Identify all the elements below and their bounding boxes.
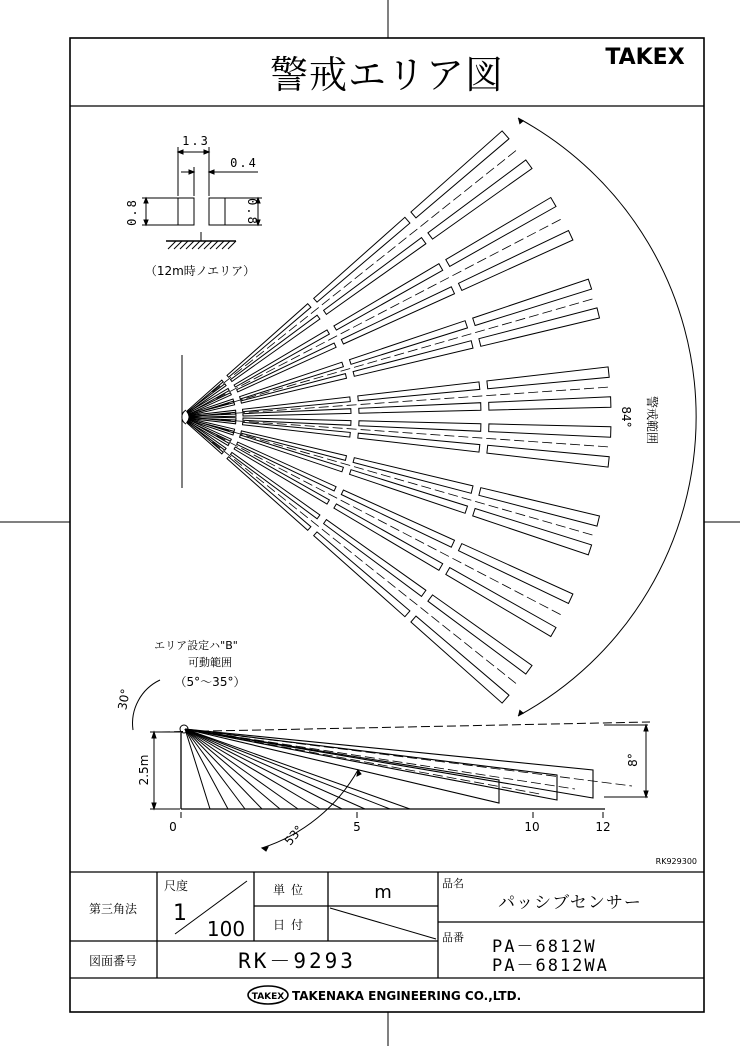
detection-zone-4-3 [473, 279, 592, 325]
side-ray-8 [185, 729, 365, 809]
detection-zone-9-2 [358, 433, 480, 452]
sensor-mount [182, 355, 186, 488]
detection-zone-8-3 [489, 424, 611, 437]
side-ray-10 [185, 729, 410, 809]
center-line-7 [212, 442, 517, 685]
detection-zone-0-3 [411, 131, 509, 218]
page-title: 警戒エリア図 [269, 53, 505, 97]
detection-zone-5-3 [479, 308, 600, 346]
product-name-label: 品名 [442, 877, 464, 890]
axis-tick-12: 12 [595, 820, 611, 834]
detection-zone-15-1 [227, 457, 311, 531]
center-line-0 [212, 149, 517, 392]
detection-zone-7-2 [359, 403, 481, 414]
product-number-label: 品番 [442, 931, 464, 944]
detection-zone-15-3 [411, 616, 509, 703]
detection-zone-7-3 [489, 397, 611, 410]
dim-gap-label: 0.4 [230, 156, 258, 170]
detail-right-zone [209, 198, 225, 225]
tilt-angle-label: 30° [115, 687, 133, 711]
drawing-frame [70, 38, 704, 1012]
unit-label: 単位 [272, 883, 310, 897]
center-line-6 [216, 435, 562, 615]
scale-label: 尺度 [163, 879, 189, 893]
dim-width-label: 1.3 [182, 134, 210, 148]
area-setting-label: エリア設定ハ"B" [154, 639, 238, 652]
detection-zone-6-3 [487, 367, 609, 389]
unit-value: m [374, 882, 392, 903]
product-number-2: PA－6812WA [492, 956, 609, 976]
detection-zone-10-3 [479, 488, 600, 526]
detection-zone-13-3 [446, 568, 556, 637]
detection-zone-9-3 [487, 445, 609, 467]
brand-logo: TAKEX [605, 45, 685, 70]
company-logo [248, 986, 288, 1004]
detection-zone-6-2 [358, 382, 480, 401]
right-angle-label: 8° [626, 753, 640, 767]
detection-zone-2-3 [446, 198, 556, 267]
tilt-arc [133, 680, 160, 730]
center-line-1 [216, 218, 562, 398]
product-number-1: PA－6812W [492, 937, 597, 957]
scale-denominator: 100 [206, 917, 246, 941]
side-view-beams [185, 729, 632, 809]
drawing-code: RK929300 [655, 857, 697, 866]
detection-zone-11-3 [473, 509, 592, 555]
product-name: パッシブセンサー [498, 893, 642, 913]
side-ray-9 [185, 729, 390, 809]
coverage-angle-label: 84° [619, 406, 633, 428]
ground-hatch [168, 241, 236, 249]
coverage-arc [518, 118, 696, 716]
detail-caption: （12m時ノエリア） [144, 264, 256, 278]
adjust-range-title: 可動範囲 [188, 656, 232, 669]
date-label: 日付 [272, 918, 310, 932]
detection-zone-12-3 [459, 544, 573, 604]
side-view-frame [133, 680, 650, 851]
adjust-range-value: （5°～35°） [174, 675, 246, 689]
side-ray-4 [185, 729, 280, 809]
svg-text:TAKEX: TAKEX [251, 992, 285, 1002]
detection-zone-14-3 [428, 595, 532, 674]
scale-numerator: 1 [173, 901, 187, 926]
spread-angle-label: 53° [281, 822, 307, 849]
detection-zone-8-2 [359, 421, 481, 432]
axis-tick-0: 0 [169, 820, 177, 834]
dim-right-height-label: 0.8 [245, 198, 259, 226]
drawing-number-label: 図面番号 [88, 954, 138, 968]
coverage-range-label: 警戒範囲 [645, 395, 659, 445]
detection-zone-0-1 [227, 304, 311, 378]
axis-tick-10: 10 [524, 820, 540, 834]
drawing-number: RK－9293 [238, 949, 356, 973]
detection-zone-1-3 [428, 160, 532, 239]
dim-left-height-label: 0.8 [125, 198, 139, 226]
company-name: TAKENAKA ENGINEERING CO.,LTD. [292, 989, 522, 1003]
projection-label: 第三角法 [88, 902, 138, 916]
detection-zone-3-3 [459, 231, 573, 291]
detail-left-zone [178, 198, 194, 225]
height-label: 2.5m [137, 754, 151, 786]
axis-tick-5: 5 [353, 820, 361, 834]
side-strip-1 [185, 729, 557, 800]
